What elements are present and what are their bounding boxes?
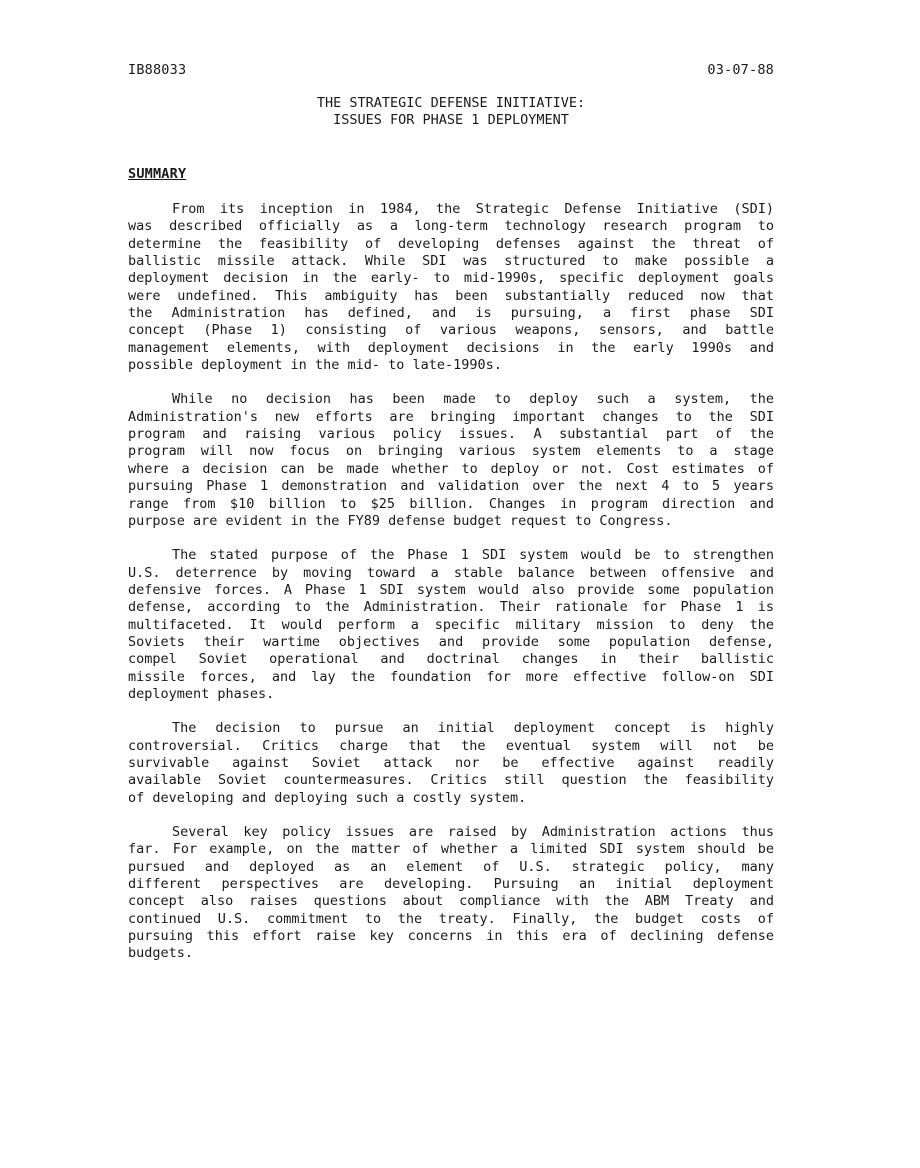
title-line-2: ISSUES FOR PHASE 1 DEPLOYMENT [333, 112, 569, 128]
paragraph-line: Soviets their wartime objectives and provide some population defense, [128, 633, 774, 650]
paragraph-line: possible deployment in the mid- to late-1990s. [128, 357, 502, 374]
paragraph-line: pursuing this effort raise key concerns in this era of declining defense [128, 928, 774, 945]
paragraph-line: compel Soviet operational and doctrinal changes in their ballistic [128, 651, 774, 668]
document-id: IB88033 [128, 62, 187, 78]
paragraph-line: range from $10 billion to $25 billion. Changes in program direction and [128, 495, 774, 512]
paragraph-line: of developing and deploying such a costly system. [128, 789, 527, 806]
paragraph-line: where a decision can be made whether to deploy or not. Cost estimates of [128, 460, 774, 477]
summary-paragraph [128, 720, 774, 807]
paragraph-line: multifaceted. It would perform a specific military mission to deny the [128, 616, 774, 633]
paragraph-line: the Administration has defined, and is pursuing, a first phase SDI [128, 305, 774, 322]
summary-paragraph [128, 547, 774, 703]
paragraph-line: defense, according to the Administration. Their rationale for Phase 1 is [128, 599, 774, 616]
title-line-1: THE STRATEGIC DEFENSE INITIATIVE: [316, 95, 586, 111]
paragraph-line: were undefined. This ambiguity has been substantially reduced now that [128, 287, 774, 304]
paragraph-line: program and raising various policy issues. A substantial part of the [128, 426, 774, 443]
summary-paragraph [128, 824, 774, 963]
paragraph-line: far. For example, on the matter of whether a limited SDI system should be [128, 841, 774, 858]
paragraph-line: pursuing Phase 1 demonstration and validation over the next 4 to 5 years [128, 478, 774, 495]
paragraph-line: The stated purpose of the Phase 1 SDI system would be to strengthen [172, 547, 774, 564]
paragraph-line: continued U.S. commitment to the treaty. Finally, the budget costs of [128, 910, 774, 927]
paragraph-line: pursued and deployed as an element of U.S. strategic policy, many [128, 858, 774, 875]
document-date: 03-07-88 [707, 62, 774, 78]
paragraph-line: While no decision has been made to deploy such a system, the [172, 391, 774, 408]
paragraph-line: controversial. Critics charge that the eventual system will not be [128, 737, 774, 754]
paragraph-line: concept (Phase 1) consisting of various weapons, sensors, and battle [128, 322, 774, 339]
paragraph-line: Several key policy issues are raised by Administration actions thus [172, 824, 774, 840]
paragraph-line: management elements, with deployment decisions in the early 1990s and [128, 339, 774, 356]
document-title [128, 95, 774, 129]
paragraph-line: deployment decision in the early- to mid-1990s, specific deployment goals [128, 270, 774, 287]
paragraph-line: Administration's new efforts are bringing important changes to the SDI [128, 408, 774, 425]
summary-heading: SUMMARY [128, 166, 187, 182]
paragraph-line: determine the feasibility of developing defenses against the threat of [128, 235, 774, 252]
paragraph-line: budgets. [128, 945, 194, 962]
paragraph-line: ballistic missile attack. While SDI was structured to make possible a [128, 253, 774, 270]
paragraph-line: survivable against Soviet attack nor be effective against readily [128, 754, 774, 771]
summary-paragraph [128, 391, 774, 530]
paragraph-line: purpose are evident in the FY89 defense budget request to Congress. [128, 512, 673, 529]
paragraph-line: defensive forces. A Phase 1 SDI system would also provide some population [128, 581, 774, 598]
paragraph-line: missile forces, and lay the foundation for more effective follow-on SDI [128, 668, 774, 685]
paragraph-line: available Soviet countermeasures. Critics still question the feasibility [128, 772, 774, 789]
paragraph-line: The decision to pursue an initial deployment concept is highly [172, 720, 774, 737]
summary-body [128, 201, 774, 980]
paragraph-line: different perspectives are developing. Pursuing an initial deployment [128, 876, 774, 893]
summary-paragraph [128, 201, 774, 374]
paragraph-line: was described officially as a long-term technology research program to [128, 218, 774, 235]
paragraph-line: concept also raises questions about compliance with the ABM Treaty and [128, 893, 774, 910]
paragraph-line: U.S. deterrence by moving toward a stable balance between offensive and [128, 564, 774, 581]
paragraph-line: From its inception in 1984, the Strategic Defense Initiative (SDI) [172, 201, 774, 217]
paragraph-line: program will now focus on bringing various system elements to a stage [128, 443, 774, 460]
paragraph-line: deployment phases. [128, 685, 275, 702]
